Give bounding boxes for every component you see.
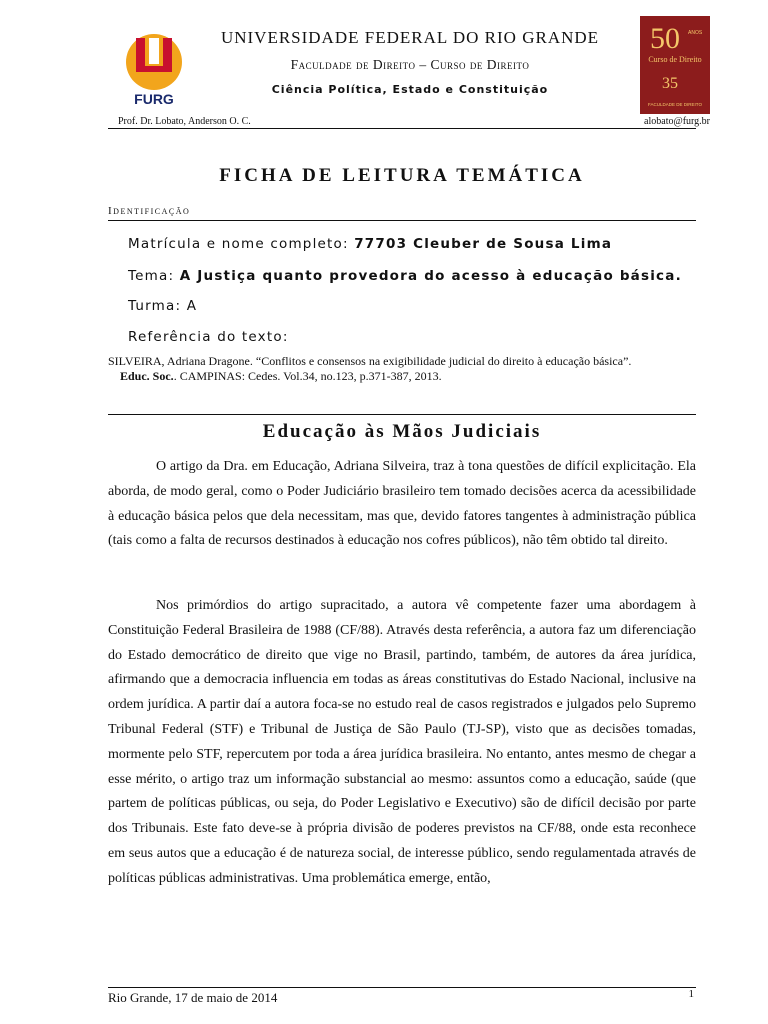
footer-place-date: Rio Grande, 17 de maio de 2014 [108, 990, 278, 1005]
reference-journal: Educ. Soc. [120, 369, 174, 383]
identification-divider [108, 220, 696, 221]
field-referencia-label: Referência do texto: [128, 329, 289, 345]
document-title: FICHA DE LEITURA TEMÁTICA [219, 165, 585, 186]
field-turma-label: Turma: [128, 298, 187, 314]
course-subtitle: Ciência Política, Estado e Constituição [271, 83, 549, 96]
field-turma-value: A [186, 298, 198, 314]
anniversary-anos: ANOS [688, 30, 703, 36]
paragraph-text: Nos primórdios do artigo supracitado, a autora vê competente fazer uma abordagem à Constituição Federal Brasileira de 1988 (CF/88). Através desta referência, a autora faz um diferenciação do Estado democrático de direito que vige no Brasil, partindo, também, de autores da área jurídica, afirmando que a democracia influencia em todas as áreas constitutivas do Estado Nacional, inclusive na ordem jurídica. A partir daí a autora foca-se no estudo real de casos registrados e julgados pelo Supremo Tribunal Federal (STF) e Tribunal de Justiça de São Paulo (TJ-SP), visto que as decisões tomadas, mormente pelo STF, repercutem por toda a área jurídica brasileira. No entanto, antes mesmo de chegar a esse mérito, o artigo traz um informação substancial ao mesmo: assuntos como a educação, saúde (que partem de políticas públicas, ou seja, do Poder Legislativo e Executivo) são de difícil decisão por parte dos Tribunais. Este fato deve-se à própria divisão de poderes previstos na CF/88, onde esta reconhece em seus autos que a educação é de natureza social, de interesse público, sendo regulamentada através de políticas públicas administrativas. Uma problemática emerge, então, [108, 598, 696, 886]
faculty-name: Faculdade de Direito – Curso de Direito [290, 57, 530, 72]
header-divider [108, 128, 696, 129]
reference-citation [108, 354, 696, 384]
anniversary-footer: FACULDADE DE DIREITO [648, 102, 702, 107]
field-turma [128, 298, 197, 314]
paragraph-text: O artigo da Dra. em Educação, Adriana Silveira, traz à tona questões de difícil explicitação. Ela aborda, de modo geral, como o Poder Judiciário brasileiro tem tomado decisões acerca da acessibilidade à educação básica pelos que dela necessitam, mas que, devido fatores tangentes à administração pública (tais como a falta de recursos destinados à educação nos cofres públicos), não têm obtido tal direito. [108, 459, 696, 549]
university-name: UNIVERSIDADE FEDERAL DO RIO GRANDE [220, 28, 600, 47]
body-paragraph-1 [108, 455, 696, 554]
professor-name: Prof. Dr. Lobato, Anderson O. C. [118, 116, 251, 127]
page-number: 1 [688, 988, 694, 1000]
reference-line-1: SILVEIRA, Adriana Dragone. “Conflitos e consensos na exigibilidade judicial do direito à educação básica”. [108, 354, 632, 368]
identification-heading: Identificação [108, 205, 191, 217]
section-title: Educação às Mãos Judiciais [262, 421, 542, 442]
reference-line-2: . CAMPINAS: Cedes. Vol.34, no.123, p.371-387, 2013. [173, 369, 442, 383]
section-divider [108, 414, 696, 415]
field-tema-label: Tema: [128, 268, 180, 284]
professor-email: alobato@furg.br [644, 116, 710, 127]
anniversary-number: 50 [650, 22, 680, 55]
field-tema [128, 268, 682, 284]
field-tema-value: A Justiça quanto provedora do acesso à educação básica. [179, 268, 682, 284]
anniversary-course: Curso de Direito [648, 55, 702, 64]
footer-divider [108, 987, 696, 988]
anniversary-number-2: 35 [662, 75, 678, 92]
field-matricula-value: 77703 Cleuber de Sousa Lima [354, 236, 613, 252]
furg-logo-text: FURG [134, 91, 174, 107]
body-paragraph-2 [108, 594, 696, 892]
field-matricula-label: Matrícula e nome completo: [128, 236, 355, 252]
field-matricula [128, 236, 612, 252]
